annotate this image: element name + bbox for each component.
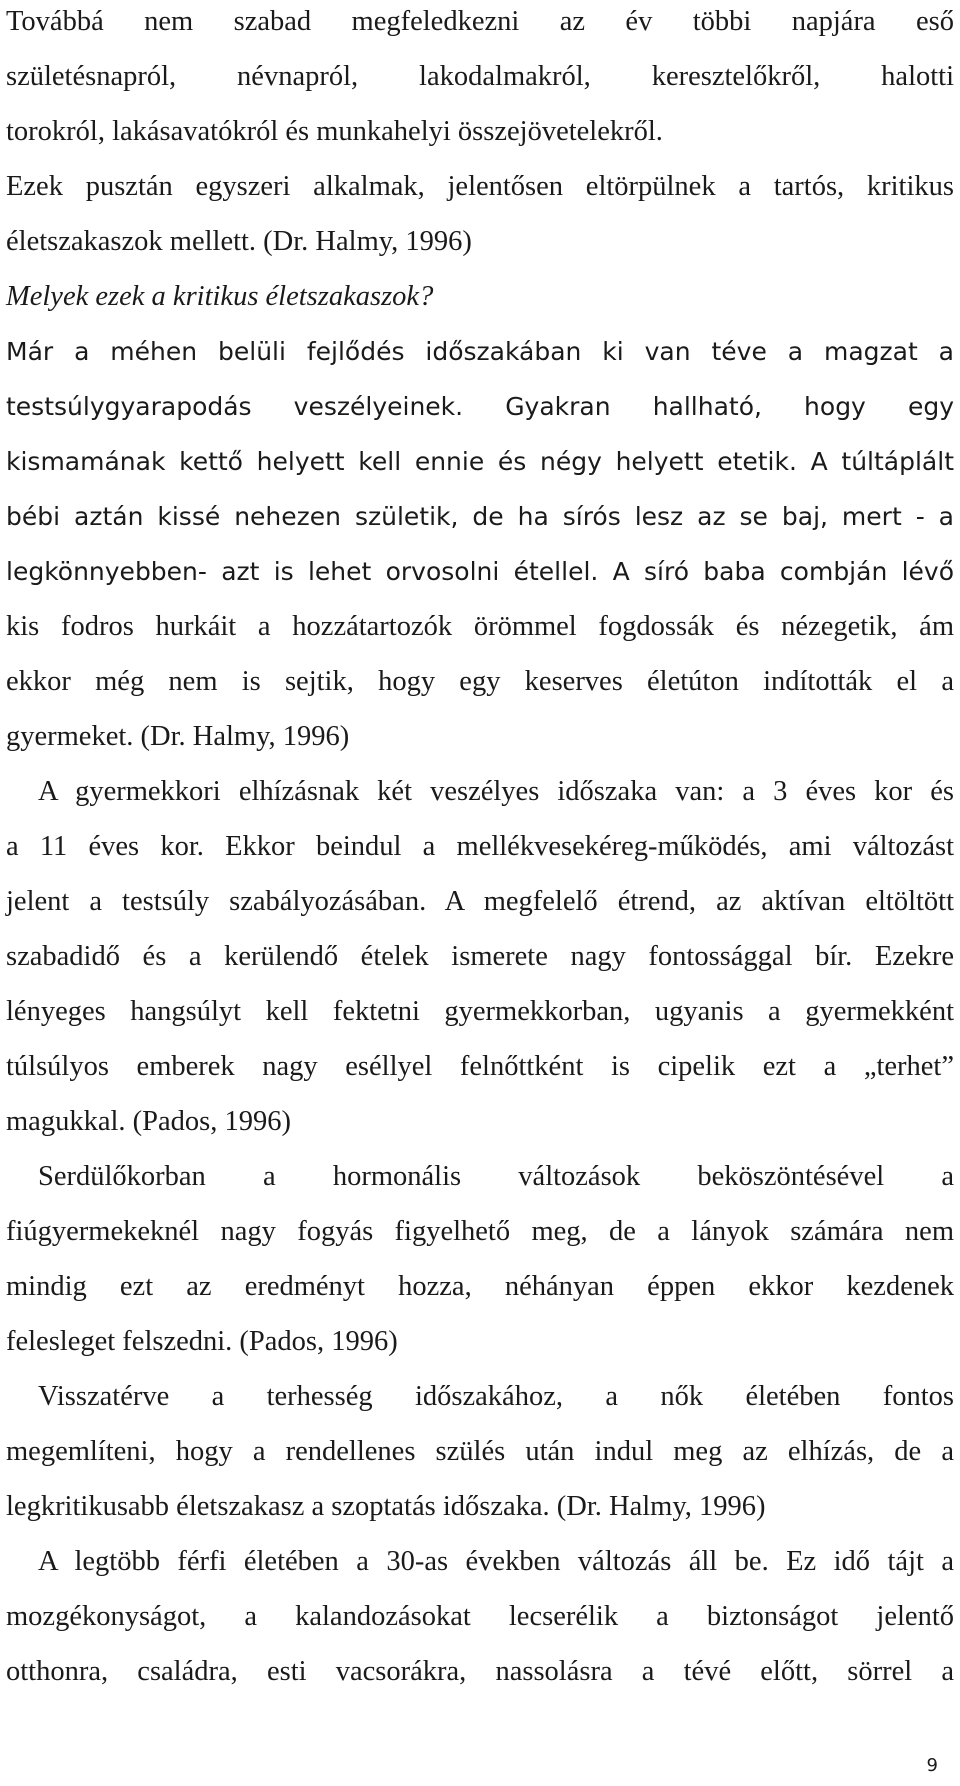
text-line: testsúlygyarapodás veszélyeinek. Gyakran hallható, hogy egy (6, 392, 954, 421)
text-line: megemlíteni, hogy a rendellenes szülés után indul meg az elhízás, de a (6, 1436, 954, 1467)
text-line: szabadidő és a kerülendő ételek ismerete nagy fontossággal bír. Ezekre (6, 941, 954, 972)
text-line: kismamának kettő helyett kell ennie és négy helyett etetik. A túltáplált (6, 447, 954, 476)
text-line: legkönnyebben- azt is lehet orvosolni étellel. A síró baba combján lévő (6, 557, 954, 586)
text-line: mindig ezt az eredményt hozza, néhányan éppen ekkor kezdenek (6, 1271, 954, 1302)
text-line: születésnapról, névnapról, lakodalmakról, keresztelőkről, halotti (6, 61, 954, 92)
text-line: a 11 éves kor. Ekkor beindul a mellékvesekéreg-működés, ami változást (6, 831, 954, 862)
text-line: jelent a testsúly szabályozásában. A megfelelő étrend, az aktívan eltöltött (6, 886, 954, 917)
text-line: gyermeket. (Dr. Halmy, 1996) (6, 721, 350, 752)
text-line: otthonra, családra, esti vacsorákra, nassolásra a tévé előtt, sörrel a (6, 1656, 954, 1687)
text-line: Ezek pusztán egyszeri alkalmak, jelentősen eltörpülnek a tartós, kritikus (6, 171, 954, 202)
text-line: legkritikusabb életszakasz a szoptatás időszaka. (Dr. Halmy, 1996) (6, 1491, 766, 1522)
text-line: Továbbá nem szabad megfeledkezni az év többi napjára eső (6, 6, 954, 37)
text-line: magukkal. (Pados, 1996) (6, 1106, 291, 1137)
text-line: Serdülőkorban a hormonális változások beköszöntésével a (38, 1161, 954, 1192)
text-line: életszakaszok mellett. (Dr. Halmy, 1996) (6, 226, 472, 257)
text-line: kis fodros hurkáit a hozzátartozók örömmel fogdossák és nézegetik, ám (6, 611, 954, 642)
text-line: fiúgyermekeknél nagy fogyás figyelhető meg, de a lányok számára nem (6, 1216, 954, 1247)
text-line: torokról, lakásavatókról és munkahelyi összejövetelekről. (6, 116, 663, 147)
text-line: A legtöbb férfi életében a 30-as években változás áll be. Ez idő tájt a (38, 1546, 954, 1577)
body-text (6, 0, 954, 1705)
text-line: felesleget felszedni. (Pados, 1996) (6, 1326, 398, 1357)
text-line: Visszatérve a terhesség időszakához, a nők életében fontos (38, 1381, 954, 1412)
section-question: Melyek ezek a kritikus életszakaszok? (6, 281, 434, 312)
page-number: 9 (926, 1755, 938, 1776)
text-line: mozgékonyságot, a kalandozásokat lecserélik a biztonságot jelentő (6, 1601, 954, 1632)
text-line: túlsúlyos emberek nagy eséllyel felnőttként is cipelik ezt a „terhet” (6, 1051, 954, 1082)
text-line: Már a méhen belüli fejlődés időszakában ki van téve a magzat a (6, 337, 954, 366)
text-line: lényeges hangsúlyt kell fektetni gyermekkorban, ugyanis a gyermekként (6, 996, 954, 1027)
text-line: bébi aztán kissé nehezen születik, de ha sírós lesz az se baj, mert - a (6, 502, 954, 531)
text-line: ekkor még nem is sejtik, hogy egy keserves életúton indították el a (6, 666, 954, 697)
text-line: A gyermekkori elhízásnak két veszélyes időszaka van: a 3 éves kor és (38, 776, 954, 807)
